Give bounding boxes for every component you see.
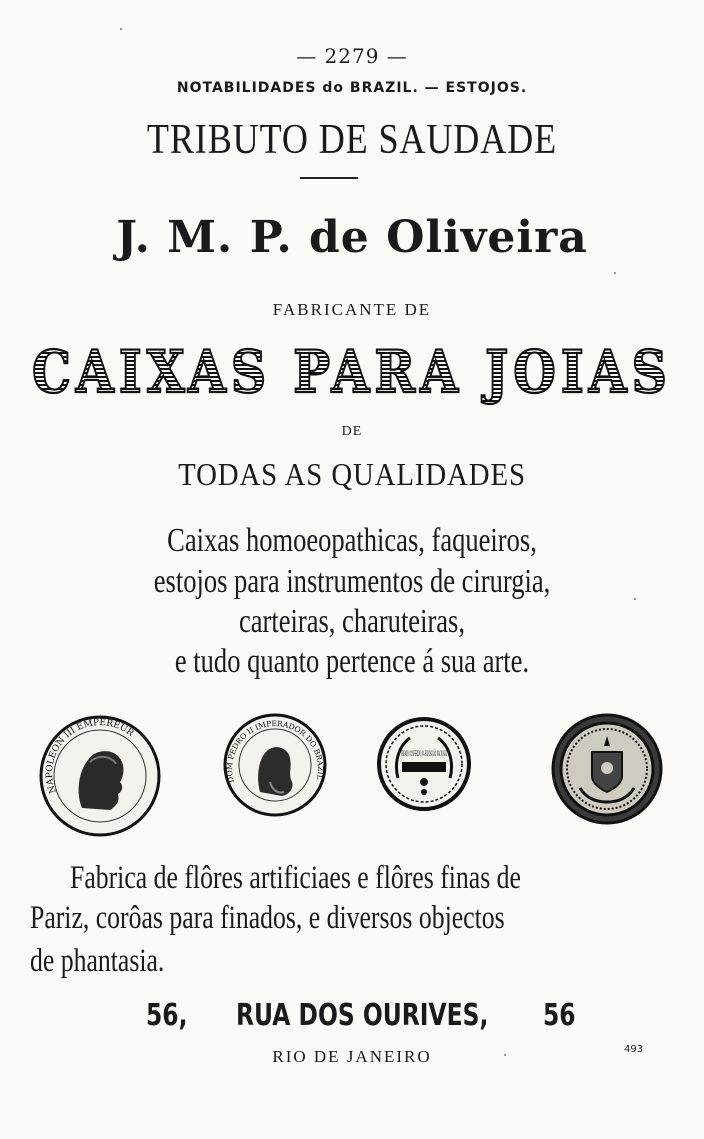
tribute-heading: TRIBUTO DE SAUDADE <box>146 117 558 163</box>
paragraph-line: de phantasia. <box>30 943 165 979</box>
product-line: e tudo quanto pertence á sua arte. <box>174 643 530 680</box>
crest-medal-icon <box>550 712 664 826</box>
medals-row <box>0 712 704 842</box>
page-number: — 2279 — <box>296 44 408 68</box>
section-header: NOTABILIDADES do BRAZIL. — ESTOJOS. <box>176 80 528 96</box>
paper-speck <box>504 1054 506 1056</box>
product-line: carteiras, charuteiras, <box>238 603 466 640</box>
maker-label: FABRICANTE DE <box>272 300 432 319</box>
address-number-left: 56, <box>146 998 188 1033</box>
de-label: DE <box>341 424 363 439</box>
product-line: estojos para instrumentos de cirurgia, <box>153 563 551 600</box>
paragraph-line: Fabrica de flôres artificiaes e flôres finas de <box>70 860 521 896</box>
paper-speck <box>120 28 122 30</box>
exposition-prize-medal-icon <box>376 716 584 812</box>
ornate-lettering <box>0 340 704 410</box>
paragraph-line: Pariz, corôas para finados, e diversos objectos <box>30 900 505 936</box>
proprietor-name: J. M. P. de Oliveira <box>116 212 588 263</box>
pedro-ii-medal-icon <box>222 712 328 818</box>
qualities-heading: TODAS AS QUALIDADES <box>178 456 526 492</box>
plate-number: 493 <box>624 1044 644 1055</box>
product-title: CAIXAS PARA JOIAS <box>32 338 672 406</box>
napoleon-inscription: NAPOLEON III EMPEREUR <box>44 717 136 795</box>
product-heading <box>0 340 704 414</box>
napoleon-medal-icon <box>38 714 162 838</box>
paper-speck <box>614 272 616 274</box>
address-city: RIO DE JANEIRO <box>272 1047 432 1066</box>
pedro-inscription: DOM PEDRO II IMPERADOR DO BRAZIL <box>224 718 326 784</box>
address-street: RUA DOS OURIVES, <box>236 998 489 1033</box>
address-number-right: 56 <box>543 998 576 1033</box>
product-line: Caixas homoeopathicas, faqueiros, <box>167 522 537 559</box>
prize-inscription: PREMIO CONFERIDO NA EXPOSIÇÃO NACIONAL <box>401 750 584 758</box>
divider-rule <box>300 177 358 179</box>
paper-speck <box>634 598 636 600</box>
